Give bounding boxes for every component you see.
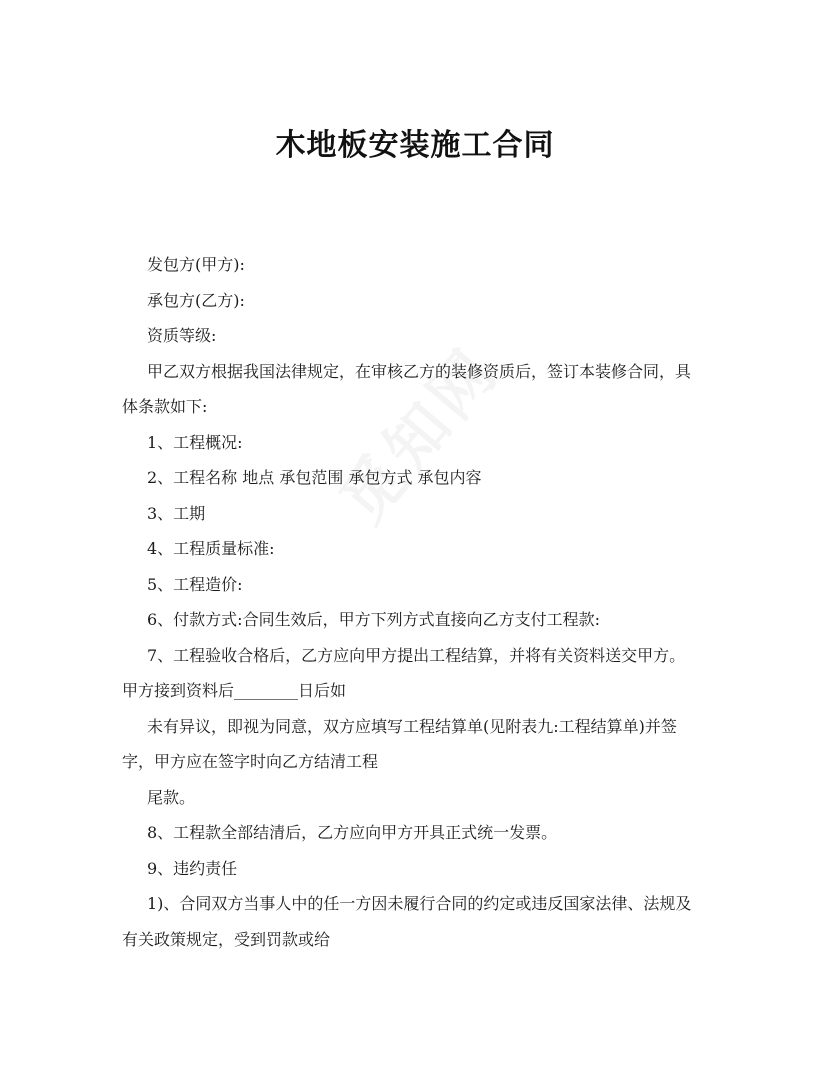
document-line: 未有异议，即视为同意，双方应填写工程结算单(见附表九:工程结算单)并签	[147, 716, 677, 736]
document-line: 1)、合同双方当事人中的任一方因未履行合同的约定或违反国家法律、法规及	[147, 894, 692, 913]
document-body	[122, 247, 712, 957]
document-line: 承包方(乙方):	[147, 290, 245, 310]
document-line: 1、工程概况:	[147, 432, 243, 452]
document-line: 甲方接到资料后________日后如	[122, 681, 347, 700]
document-line: 体条款如下:	[122, 397, 208, 416]
document-title: 木地板安装施工合同	[275, 128, 555, 163]
document-line: 字，甲方应在签字时向乙方结清工程	[122, 752, 379, 771]
document-line: 发包方(甲方):	[147, 255, 245, 274]
document-line: 9、违约责任	[147, 858, 238, 878]
document-line: 有关政策规定，受到罚款或给	[122, 929, 331, 949]
document-line: 5、工程造价:	[147, 574, 243, 594]
document-line: 资质等级:	[147, 326, 217, 345]
document-line: 4、工程质量标准:	[147, 539, 275, 558]
document-line: 尾款。	[147, 787, 196, 807]
document-line: 3、工期	[147, 503, 206, 523]
document-line: 6、付款方式:合同生效后，甲方下列方式直接向乙方支付工程款:	[147, 610, 600, 629]
document-line: 7、工程验收合格后，乙方应向甲方提出工程结算，并将有关资料送交甲方。	[147, 645, 686, 665]
document-line: 8、工程款全部结清后，乙方应向甲方开具正式统一发票。	[147, 823, 558, 842]
document-line: 甲乙双方根据我国法律规定，在审核乙方的装修资质后，签订本装修合同，具	[147, 361, 692, 381]
document-line: 2、工程名称 地点 承包范围 承包方式 承包内容	[147, 468, 482, 487]
